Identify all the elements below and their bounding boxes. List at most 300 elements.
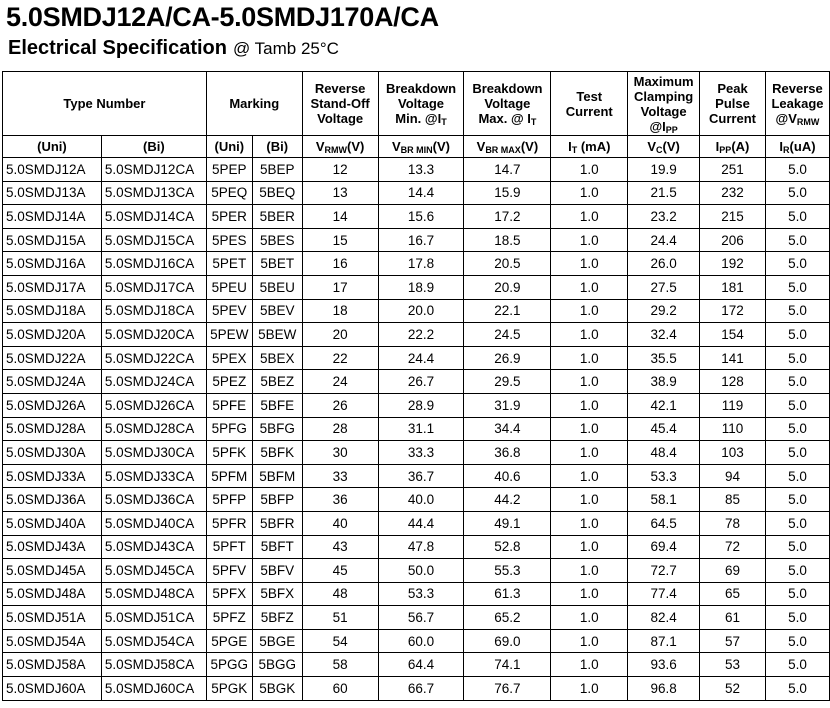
cell-test-current: 1.0 bbox=[551, 346, 628, 370]
table-row bbox=[3, 158, 830, 182]
cell-test-current: 1.0 bbox=[551, 275, 628, 299]
cell-test-current: 1.0 bbox=[551, 653, 628, 677]
cell-vbr-min: 66.7 bbox=[378, 677, 464, 701]
cell-ir: 5.0 bbox=[765, 653, 829, 677]
sym-sub: BR MAX bbox=[485, 145, 521, 155]
cell-vrwm: 13 bbox=[302, 181, 378, 205]
cell-ipp: 94 bbox=[700, 464, 766, 488]
table-body bbox=[3, 158, 830, 701]
cell-ir: 5.0 bbox=[765, 464, 829, 488]
cell-vbr-max: 29.5 bbox=[464, 370, 551, 394]
cell-mark-uni: 5PFP bbox=[206, 488, 252, 512]
cell-test-current: 1.0 bbox=[551, 677, 628, 701]
cell-ipp: 119 bbox=[700, 393, 766, 417]
cell-type-uni: 5.0SMDJ48A bbox=[3, 582, 102, 606]
cell-vc: 32.4 bbox=[628, 323, 700, 347]
mark-bi-subheader: (Bi) bbox=[252, 136, 302, 158]
cell-mark-uni: 5PFT bbox=[206, 535, 252, 559]
unit: (V) bbox=[432, 139, 450, 154]
table-row bbox=[3, 252, 830, 276]
sym: I bbox=[779, 139, 784, 154]
h-line: Reverse bbox=[772, 81, 823, 96]
cell-ipp: 128 bbox=[700, 370, 766, 394]
cell-mark-uni: 5PEQ bbox=[206, 181, 252, 205]
cell-ipp: 57 bbox=[700, 629, 766, 653]
cell-vrwm: 16 bbox=[302, 252, 378, 276]
cell-vc: 53.3 bbox=[628, 464, 700, 488]
unit: (V) bbox=[520, 139, 539, 154]
cell-ipp: 192 bbox=[700, 252, 766, 276]
cell-ir: 5.0 bbox=[765, 393, 829, 417]
cell-ir: 5.0 bbox=[765, 252, 829, 276]
cell-mark-bi: 5BFP bbox=[252, 488, 302, 512]
table-row bbox=[3, 464, 830, 488]
peak-pulse-header bbox=[700, 72, 766, 136]
cell-ir: 5.0 bbox=[765, 559, 829, 583]
cell-test-current: 1.0 bbox=[551, 299, 628, 323]
cell-ipp: 53 bbox=[700, 653, 766, 677]
table-row bbox=[3, 417, 830, 441]
cell-mark-uni: 5PGE bbox=[206, 629, 252, 653]
cell-test-current: 1.0 bbox=[551, 228, 628, 252]
h-sub: T bbox=[441, 117, 447, 127]
cell-vbr-min: 24.4 bbox=[378, 346, 464, 370]
cell-vbr-min: 26.7 bbox=[378, 370, 464, 394]
cell-test-current: 1.0 bbox=[551, 158, 628, 182]
vbrmax-subheader bbox=[464, 136, 551, 158]
cell-vrwm: 45 bbox=[302, 559, 378, 583]
cell-vrwm: 17 bbox=[302, 275, 378, 299]
cell-type-uni: 5.0SMDJ20A bbox=[3, 323, 102, 347]
vbrmin-subheader bbox=[378, 136, 464, 158]
cell-vrwm: 40 bbox=[302, 511, 378, 535]
cell-vc: 69.4 bbox=[628, 535, 700, 559]
table-row bbox=[3, 299, 830, 323]
sym: V bbox=[391, 139, 401, 154]
cell-vc: 29.2 bbox=[628, 299, 700, 323]
cell-type-bi: 5.0SMDJ51CA bbox=[101, 606, 206, 630]
h-line: Current bbox=[565, 103, 613, 119]
cell-vbr-max: 69.0 bbox=[464, 629, 551, 653]
cell-ipp: 65 bbox=[700, 582, 766, 606]
cell-type-bi: 5.0SMDJ13CA bbox=[101, 181, 206, 205]
cell-ipp: 154 bbox=[700, 323, 766, 347]
cell-vc: 64.5 bbox=[628, 511, 700, 535]
cell-mark-bi: 5BGK bbox=[252, 677, 302, 701]
cell-mark-bi: 5BGG bbox=[252, 653, 302, 677]
cell-vbr-max: 61.3 bbox=[464, 582, 551, 606]
cell-ir: 5.0 bbox=[765, 677, 829, 701]
cell-mark-uni: 5PFV bbox=[206, 559, 252, 583]
cell-vbr-min: 50.0 bbox=[378, 559, 464, 583]
h-line: Peak bbox=[717, 81, 748, 96]
cell-ipp: 251 bbox=[700, 158, 766, 182]
cell-type-uni: 5.0SMDJ13A bbox=[3, 181, 102, 205]
cell-test-current: 1.0 bbox=[551, 582, 628, 606]
cell-vbr-max: 36.8 bbox=[464, 441, 551, 465]
sym-sub: PP bbox=[719, 145, 732, 155]
ir-subheader bbox=[765, 136, 829, 158]
cell-vbr-min: 56.7 bbox=[378, 606, 464, 630]
unit: (uA) bbox=[789, 139, 816, 154]
cell-vbr-max: 65.2 bbox=[464, 606, 551, 630]
sym: I bbox=[568, 139, 572, 154]
cell-mark-uni: 5PEZ bbox=[206, 370, 252, 394]
cell-vbr-max: 52.8 bbox=[464, 535, 551, 559]
cell-vrwm: 24 bbox=[302, 370, 378, 394]
marking-header: Marking bbox=[206, 72, 302, 136]
cell-mark-bi: 5BFV bbox=[252, 559, 302, 583]
cell-type-uni: 5.0SMDJ51A bbox=[3, 606, 102, 630]
cell-type-bi: 5.0SMDJ33CA bbox=[101, 464, 206, 488]
cell-vbr-max: 17.2 bbox=[464, 205, 551, 229]
cell-type-bi: 5.0SMDJ18CA bbox=[101, 299, 206, 323]
table-row bbox=[3, 559, 830, 583]
cell-vbr-max: 31.9 bbox=[464, 393, 551, 417]
h-line: Min. @I bbox=[395, 111, 442, 126]
cell-mark-uni: 5PFK bbox=[206, 441, 252, 465]
cell-type-bi: 5.0SMDJ40CA bbox=[101, 511, 206, 535]
h-line: Max. @ I bbox=[478, 111, 531, 126]
cell-mark-bi: 5BES bbox=[252, 228, 302, 252]
cell-ir: 5.0 bbox=[765, 511, 829, 535]
cell-vrwm: 12 bbox=[302, 158, 378, 182]
subtitle-condition: @ Tamb 25°C bbox=[232, 39, 339, 58]
cell-vrwm: 48 bbox=[302, 582, 378, 606]
breakdown-min-header bbox=[378, 72, 464, 136]
cell-mark-bi: 5BFT bbox=[252, 535, 302, 559]
cell-type-bi: 5.0SMDJ60CA bbox=[101, 677, 206, 701]
cell-type-bi: 5.0SMDJ20CA bbox=[101, 323, 206, 347]
cell-vbr-min: 20.0 bbox=[378, 299, 464, 323]
cell-vrwm: 22 bbox=[302, 346, 378, 370]
cell-ir: 5.0 bbox=[765, 158, 829, 182]
cell-type-uni: 5.0SMDJ30A bbox=[3, 441, 102, 465]
cell-vrwm: 14 bbox=[302, 205, 378, 229]
cell-type-uni: 5.0SMDJ17A bbox=[3, 275, 102, 299]
cell-ipp: 61 bbox=[700, 606, 766, 630]
document-title: 5.0SMDJ12A/CA-5.0SMDJ170A/CA bbox=[6, 2, 439, 32]
cell-test-current: 1.0 bbox=[551, 417, 628, 441]
cell-test-current: 1.0 bbox=[551, 181, 628, 205]
cell-vbr-min: 60.0 bbox=[378, 629, 464, 653]
cell-type-uni: 5.0SMDJ60A bbox=[3, 677, 102, 701]
cell-mark-bi: 5BEQ bbox=[252, 181, 302, 205]
cell-mark-uni: 5PET bbox=[206, 252, 252, 276]
cell-mark-uni: 5PFG bbox=[206, 417, 252, 441]
table-row bbox=[3, 393, 830, 417]
cell-type-bi: 5.0SMDJ26CA bbox=[101, 393, 206, 417]
cell-vbr-min: 28.9 bbox=[378, 393, 464, 417]
mark-uni-subheader: (Uni) bbox=[206, 136, 252, 158]
cell-ir: 5.0 bbox=[765, 299, 829, 323]
cell-mark-uni: 5PER bbox=[206, 205, 252, 229]
h-line: Breakdown bbox=[472, 81, 543, 96]
cell-vbr-max: 44.2 bbox=[464, 488, 551, 512]
h-line: Voltage bbox=[640, 103, 687, 119]
cell-type-uni: 5.0SMDJ33A bbox=[3, 464, 102, 488]
cell-mark-uni: 5PEW bbox=[206, 323, 252, 347]
cell-ir: 5.0 bbox=[765, 370, 829, 394]
unit: (V) bbox=[347, 139, 365, 154]
table-row bbox=[3, 205, 830, 229]
cell-mark-uni: 5PFE bbox=[206, 393, 252, 417]
cell-type-bi: 5.0SMDJ30CA bbox=[101, 441, 206, 465]
table-row bbox=[3, 535, 830, 559]
table-row bbox=[3, 677, 830, 701]
cell-mark-bi: 5BEZ bbox=[252, 370, 302, 394]
cell-vc: 19.9 bbox=[628, 158, 700, 182]
cell-vc: 87.1 bbox=[628, 629, 700, 653]
cell-mark-uni: 5PEX bbox=[206, 346, 252, 370]
sym: I bbox=[715, 139, 720, 154]
cell-mark-bi: 5BER bbox=[252, 205, 302, 229]
cell-type-bi: 5.0SMDJ54CA bbox=[101, 629, 206, 653]
cell-vbr-max: 55.3 bbox=[464, 559, 551, 583]
cell-type-bi: 5.0SMDJ24CA bbox=[101, 370, 206, 394]
cell-vbr-min: 14.4 bbox=[378, 181, 464, 205]
cell-vrwm: 15 bbox=[302, 228, 378, 252]
cell-mark-uni: 5PFM bbox=[206, 464, 252, 488]
cell-vc: 24.4 bbox=[628, 228, 700, 252]
table-row bbox=[3, 181, 830, 205]
unit: (V) bbox=[662, 139, 680, 154]
cell-test-current: 1.0 bbox=[551, 559, 628, 583]
cell-ir: 5.0 bbox=[765, 228, 829, 252]
cell-ipp: 181 bbox=[700, 275, 766, 299]
max-clamping-header bbox=[628, 72, 700, 136]
cell-vrwm: 18 bbox=[302, 299, 378, 323]
cell-mark-uni: 5PFR bbox=[206, 511, 252, 535]
cell-vbr-max: 34.4 bbox=[464, 417, 551, 441]
h-line: Reverse bbox=[314, 81, 366, 96]
cell-ipp: 85 bbox=[700, 488, 766, 512]
cell-vrwm: 51 bbox=[302, 606, 378, 630]
cell-type-uni: 5.0SMDJ45A bbox=[3, 559, 102, 583]
sym: V bbox=[647, 139, 657, 154]
cell-vrwm: 26 bbox=[302, 393, 378, 417]
cell-ir: 5.0 bbox=[765, 181, 829, 205]
h-line: Voltage bbox=[317, 111, 364, 126]
cell-vc: 21.5 bbox=[628, 181, 700, 205]
cell-vc: 26.0 bbox=[628, 252, 700, 276]
cell-vbr-min: 44.4 bbox=[378, 511, 464, 535]
cell-type-bi: 5.0SMDJ45CA bbox=[101, 559, 206, 583]
unit: (A) bbox=[731, 139, 750, 154]
cell-ipp: 52 bbox=[700, 677, 766, 701]
cell-type-uni: 5.0SMDJ54A bbox=[3, 629, 102, 653]
cell-type-uni: 5.0SMDJ24A bbox=[3, 370, 102, 394]
cell-vrwm: 43 bbox=[302, 535, 378, 559]
cell-mark-bi: 5BEU bbox=[252, 275, 302, 299]
cell-vc: 82.4 bbox=[628, 606, 700, 630]
cell-ir: 5.0 bbox=[765, 346, 829, 370]
cell-test-current: 1.0 bbox=[551, 606, 628, 630]
cell-vbr-min: 47.8 bbox=[378, 535, 464, 559]
cell-vbr-min: 40.0 bbox=[378, 488, 464, 512]
cell-ipp: 69 bbox=[700, 559, 766, 583]
cell-vbr-max: 74.1 bbox=[464, 653, 551, 677]
cell-vbr-min: 13.3 bbox=[378, 158, 464, 182]
table-row bbox=[3, 323, 830, 347]
h-sub: T bbox=[530, 117, 537, 127]
cell-type-bi: 5.0SMDJ28CA bbox=[101, 417, 206, 441]
cell-vrwm: 58 bbox=[302, 653, 378, 677]
cell-type-uni: 5.0SMDJ12A bbox=[3, 158, 102, 182]
cell-ir: 5.0 bbox=[765, 205, 829, 229]
cell-ipp: 232 bbox=[700, 181, 766, 205]
uni-subheader: (Uni) bbox=[3, 136, 102, 158]
reverse-standoff-header bbox=[302, 72, 378, 136]
cell-vbr-max: 22.1 bbox=[464, 299, 551, 323]
cell-type-uni: 5.0SMDJ58A bbox=[3, 653, 102, 677]
cell-mark-bi: 5BFG bbox=[252, 417, 302, 441]
cell-type-bi: 5.0SMDJ12CA bbox=[101, 158, 206, 182]
cell-vc: 48.4 bbox=[628, 441, 700, 465]
h-line: Voltage bbox=[484, 96, 531, 111]
cell-vc: 35.5 bbox=[628, 346, 700, 370]
cell-vbr-min: 36.7 bbox=[378, 464, 464, 488]
cell-vbr-max: 49.1 bbox=[464, 511, 551, 535]
cell-mark-bi: 5BFX bbox=[252, 582, 302, 606]
table-row bbox=[3, 606, 830, 630]
sym-sub: T bbox=[571, 145, 578, 155]
cell-type-uni: 5.0SMDJ15A bbox=[3, 228, 102, 252]
cell-type-bi: 5.0SMDJ17CA bbox=[101, 275, 206, 299]
cell-vbr-max: 20.5 bbox=[464, 252, 551, 276]
cell-mark-bi: 5BFR bbox=[252, 511, 302, 535]
cell-ipp: 103 bbox=[700, 441, 766, 465]
cell-vc: 72.7 bbox=[628, 559, 700, 583]
cell-type-uni: 5.0SMDJ18A bbox=[3, 299, 102, 323]
cell-test-current: 1.0 bbox=[551, 252, 628, 276]
cell-ir: 5.0 bbox=[765, 417, 829, 441]
h-line: Test bbox=[576, 88, 603, 104]
table-row bbox=[3, 228, 830, 252]
cell-vc: 58.1 bbox=[628, 488, 700, 512]
cell-mark-uni: 5PEV bbox=[206, 299, 252, 323]
h-line: Voltage bbox=[398, 96, 444, 111]
cell-mark-uni: 5PES bbox=[206, 228, 252, 252]
cell-mark-uni: 5PFX bbox=[206, 582, 252, 606]
cell-vbr-min: 31.1 bbox=[378, 417, 464, 441]
cell-vbr-min: 22.2 bbox=[378, 323, 464, 347]
h-line: Current bbox=[709, 111, 756, 126]
cell-test-current: 1.0 bbox=[551, 535, 628, 559]
h-line: Leakage bbox=[771, 96, 824, 111]
cell-vbr-max: 15.9 bbox=[464, 181, 551, 205]
cell-vrwm: 20 bbox=[302, 323, 378, 347]
test-current-header bbox=[551, 72, 628, 136]
it-subheader bbox=[551, 136, 628, 158]
cell-type-bi: 5.0SMDJ58CA bbox=[101, 653, 206, 677]
cell-mark-bi: 5BFZ bbox=[252, 606, 302, 630]
cell-ipp: 110 bbox=[700, 417, 766, 441]
cell-ipp: 78 bbox=[700, 511, 766, 535]
cell-mark-uni: 5PGK bbox=[206, 677, 252, 701]
cell-mark-bi: 5BEX bbox=[252, 346, 302, 370]
cell-test-current: 1.0 bbox=[551, 393, 628, 417]
header-row bbox=[3, 72, 830, 136]
cell-vc: 96.8 bbox=[628, 677, 700, 701]
cell-test-current: 1.0 bbox=[551, 205, 628, 229]
cell-ipp: 206 bbox=[700, 228, 766, 252]
h-line: @V bbox=[775, 111, 797, 126]
cell-mark-bi: 5BEW bbox=[252, 323, 302, 347]
cell-type-uni: 5.0SMDJ26A bbox=[3, 393, 102, 417]
cell-mark-bi: 5BET bbox=[252, 252, 302, 276]
cell-ir: 5.0 bbox=[765, 606, 829, 630]
cell-ipp: 72 bbox=[700, 535, 766, 559]
cell-vbr-min: 17.8 bbox=[378, 252, 464, 276]
cell-ir: 5.0 bbox=[765, 535, 829, 559]
h-line: Clamping bbox=[634, 88, 694, 104]
sym-sub: C bbox=[656, 145, 663, 155]
cell-mark-uni: 5PGG bbox=[206, 653, 252, 677]
type-number-header: Type Number bbox=[3, 72, 207, 136]
cell-test-current: 1.0 bbox=[551, 488, 628, 512]
cell-type-bi: 5.0SMDJ36CA bbox=[101, 488, 206, 512]
cell-vbr-max: 14.7 bbox=[464, 158, 551, 182]
cell-mark-bi: 5BEV bbox=[252, 299, 302, 323]
cell-type-uni: 5.0SMDJ43A bbox=[3, 535, 102, 559]
cell-mark-uni: 5PEP bbox=[206, 158, 252, 182]
cell-vbr-max: 18.5 bbox=[464, 228, 551, 252]
cell-type-bi: 5.0SMDJ48CA bbox=[101, 582, 206, 606]
cell-vbr-min: 64.4 bbox=[378, 653, 464, 677]
cell-vc: 42.1 bbox=[628, 393, 700, 417]
cell-type-bi: 5.0SMDJ43CA bbox=[101, 535, 206, 559]
cell-vbr-min: 16.7 bbox=[378, 228, 464, 252]
cell-type-uni: 5.0SMDJ36A bbox=[3, 488, 102, 512]
h-line: Pulse bbox=[715, 96, 750, 111]
cell-vrwm: 36 bbox=[302, 488, 378, 512]
cell-vbr-max: 40.6 bbox=[464, 464, 551, 488]
cell-test-current: 1.0 bbox=[551, 511, 628, 535]
cell-ir: 5.0 bbox=[765, 488, 829, 512]
cell-type-uni: 5.0SMDJ14A bbox=[3, 205, 102, 229]
subtitle-main: Electrical Specification bbox=[8, 37, 227, 59]
cell-vbr-max: 24.5 bbox=[464, 323, 551, 347]
h-sub: RMW bbox=[796, 117, 820, 127]
cell-vrwm: 30 bbox=[302, 441, 378, 465]
cell-test-current: 1.0 bbox=[551, 464, 628, 488]
cell-type-bi: 5.0SMDJ16CA bbox=[101, 252, 206, 276]
cell-type-bi: 5.0SMDJ22CA bbox=[101, 346, 206, 370]
cell-test-current: 1.0 bbox=[551, 323, 628, 347]
cell-ipp: 215 bbox=[700, 205, 766, 229]
cell-test-current: 1.0 bbox=[551, 441, 628, 465]
cell-mark-bi: 5BFK bbox=[252, 441, 302, 465]
cell-vc: 93.6 bbox=[628, 653, 700, 677]
sym: V bbox=[476, 139, 486, 154]
h-line: Maximum bbox=[633, 73, 694, 89]
breakdown-max-header bbox=[464, 72, 551, 136]
cell-type-uni: 5.0SMDJ40A bbox=[3, 511, 102, 535]
cell-vrwm: 60 bbox=[302, 677, 378, 701]
cell-vbr-min: 18.9 bbox=[378, 275, 464, 299]
cell-type-bi: 5.0SMDJ15CA bbox=[101, 228, 206, 252]
cell-ir: 5.0 bbox=[765, 323, 829, 347]
cell-type-uni: 5.0SMDJ28A bbox=[3, 417, 102, 441]
sym-sub: BR MIN bbox=[400, 145, 433, 155]
cell-vbr-min: 53.3 bbox=[378, 582, 464, 606]
cell-vc: 45.4 bbox=[628, 417, 700, 441]
cell-type-uni: 5.0SMDJ22A bbox=[3, 346, 102, 370]
cell-vrwm: 28 bbox=[302, 417, 378, 441]
section-subtitle bbox=[8, 37, 339, 60]
cell-test-current: 1.0 bbox=[551, 629, 628, 653]
